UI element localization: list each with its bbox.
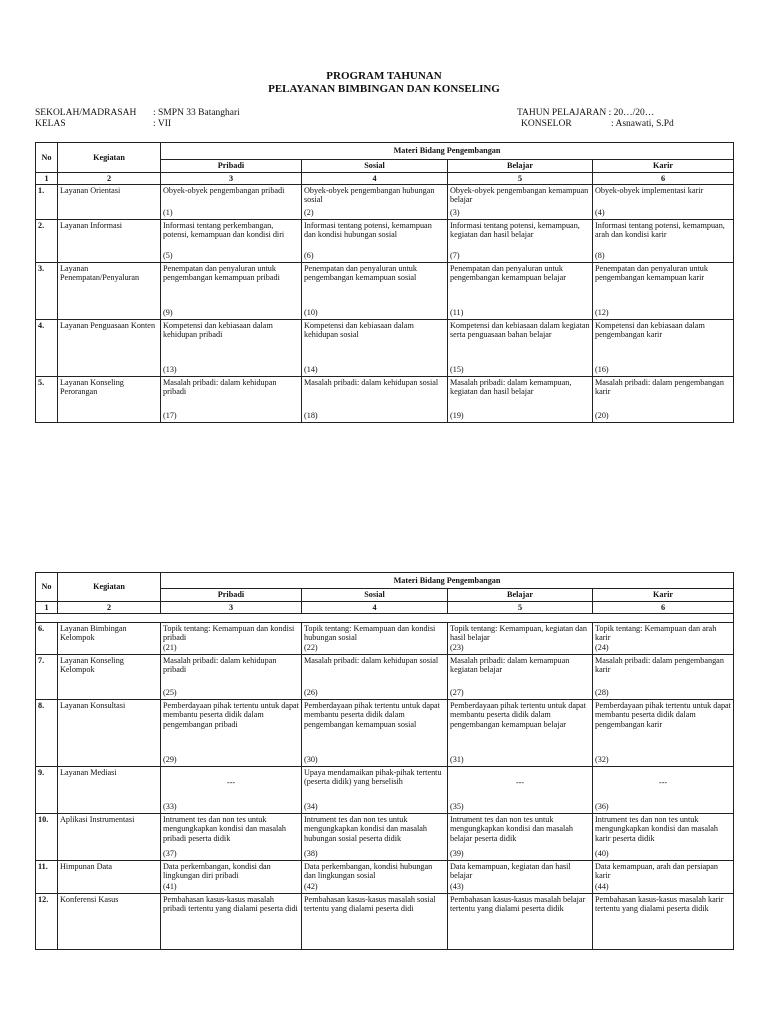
materi-cell	[593, 766, 734, 813]
header-materi: Materi Bidang Pengembangan	[161, 573, 734, 589]
materi-cell	[448, 184, 593, 219]
materi-cell	[593, 219, 734, 262]
materi-number: (41)	[163, 882, 177, 891]
counselor-label: KONSELOR	[521, 119, 572, 129]
materi-cell	[161, 654, 302, 699]
class-label: KELAS	[35, 119, 66, 129]
row-kegiatan: Layanan Konseling Kelompok	[58, 654, 161, 699]
materi-cell	[161, 893, 302, 949]
materi-cell	[593, 893, 734, 949]
materi-text: ---	[515, 777, 525, 787]
header-belajar: Belajar	[448, 160, 593, 173]
materi-text: Pembahasan kasus-kasus masalah sosial tertentu yang dialami peserta didi	[304, 894, 436, 914]
row-number: 12.	[36, 893, 58, 949]
materi-text: Topik tentang: Kemampuan dan arah karir	[595, 623, 717, 643]
col-num: 1	[36, 172, 58, 184]
materi-text: Topik tentang: Kemampuan, kegiatan dan hasil belajar	[450, 623, 587, 643]
row-kegiatan: Layanan Penguasaan Konten	[58, 319, 161, 376]
col-num: 2	[58, 172, 161, 184]
class-value: : VII	[153, 119, 172, 129]
materi-text: Topik tentang: Kemampuan dan kondisi pribadi	[163, 623, 295, 643]
table-row	[36, 699, 734, 766]
materi-number: (30)	[304, 755, 318, 764]
header-karir: Karir	[593, 160, 734, 173]
header-sosial: Sosial	[302, 589, 448, 602]
materi-number: (4)	[595, 208, 605, 217]
materi-text: Kompetensi dan kebiasaan dalam kehidupan pribadi	[163, 320, 273, 340]
table-row	[36, 766, 734, 813]
row-number: 8.	[36, 699, 58, 766]
table-row	[36, 813, 734, 860]
materi-number: (3)	[450, 208, 460, 217]
materi-text: Informasi tentang perkembangan, potensi, kemampuan dan kondisi diri	[163, 220, 285, 240]
materi-text: Masalah pribadi: dalam pengembangan karir	[595, 655, 724, 675]
materi-cell	[302, 654, 448, 699]
materi-cell	[302, 262, 448, 319]
materi-cell	[161, 184, 302, 219]
materi-text: Kompetensi dan kebiasaan dalam kegiatan serta penguasaan bahan belajar	[450, 320, 590, 340]
materi-cell	[302, 699, 448, 766]
row-number: 5.	[36, 376, 58, 422]
materi-text: Intrument tes dan non tes untuk mengungkapkan kondisi dan masalah hubungan sosial peserta didik	[304, 814, 428, 843]
materi-number: (40)	[595, 849, 609, 858]
materi-cell	[302, 219, 448, 262]
materi-cell	[593, 319, 734, 376]
header-no: No	[36, 573, 58, 602]
materi-text: Masalah pribadi: dalam kemampuan kegiatan belajar	[450, 655, 570, 675]
materi-text: Pembahasan kasus-kasus masalah karir tertentu yang dialami peserta didik	[595, 894, 724, 914]
materi-cell	[448, 654, 593, 699]
materi-text: Topik tentang: Kemampuan dan kondisi hubungan sosial	[304, 623, 436, 643]
materi-cell	[593, 184, 734, 219]
materi-cell	[448, 699, 593, 766]
materi-text: Kompetensi dan kebiasaan dalam pengembangan karir	[595, 320, 705, 340]
materi-text: Pemberdayaan pihak tertentu untuk dapat membantu peserta didik dalam pengembangan kemampuan sosial	[304, 700, 440, 729]
table-row	[36, 376, 734, 422]
row-number: 9.	[36, 766, 58, 813]
col-num: 4	[302, 601, 448, 613]
materi-cell	[302, 766, 448, 813]
materi-cell	[161, 860, 302, 893]
materi-text: Informasi tentang potensi, kemampuan dan kondisi hubungan sosial	[304, 220, 432, 240]
materi-cell	[161, 319, 302, 376]
materi-cell	[448, 219, 593, 262]
materi-text: Masalah pribadi: dalam kehidupan sosial	[304, 377, 439, 387]
materi-text: ---	[226, 777, 236, 787]
materi-number: (2)	[304, 208, 314, 217]
materi-number: (34)	[304, 802, 318, 811]
table-row	[36, 860, 734, 893]
col-num: 3	[161, 601, 302, 613]
materi-number: (6)	[304, 251, 314, 260]
materi-cell	[161, 766, 302, 813]
materi-text: Masalah pribadi: dalam pengembangan karir	[595, 377, 724, 397]
materi-number: (12)	[595, 308, 609, 317]
materi-number: (11)	[450, 308, 464, 317]
row-kegiatan: Himpunan Data	[58, 860, 161, 893]
materi-cell	[161, 262, 302, 319]
materi-number: (43)	[450, 882, 464, 891]
page-subtitle: PELAYANAN BIMBINGAN DAN KONSELING	[268, 83, 500, 95]
materi-number: (13)	[163, 365, 177, 374]
counselor-value: : Asnawati, S.Pd	[611, 119, 674, 129]
table-row	[36, 184, 734, 219]
year-label: TAHUN PELAJARAN : 20…/20…	[517, 108, 655, 118]
materi-text: Informasi tentang potensi, kemampuan, kegiatan dan hasil belajar	[450, 220, 580, 240]
col-num: 6	[593, 172, 734, 184]
materi-text: Pembahasan kasus-kasus masalah pribadi tertentu yang dialami peserta didi	[163, 894, 298, 914]
materi-text: Data perkembangan, kondisi hubungan dan lingkungan sosial	[304, 861, 433, 881]
row-kegiatan: Layanan Bimbingan Kelompok	[58, 622, 161, 654]
table-row	[36, 622, 734, 654]
materi-number: (1)	[163, 208, 173, 217]
col-num: 3	[161, 172, 302, 184]
row-kegiatan: Aplikasi Instrumentasi	[58, 813, 161, 860]
materi-cell	[448, 376, 593, 422]
table-row	[36, 319, 734, 376]
materi-cell	[302, 813, 448, 860]
materi-number: (16)	[595, 365, 609, 374]
materi-text: Pemberdayaan pihak tertentu untuk dapat membantu peserta didik dalam pengembangan pribadi	[163, 700, 299, 729]
materi-text: Data kemampuan, arah dan persiapan karir	[595, 861, 718, 881]
materi-cell	[161, 622, 302, 654]
materi-cell	[161, 699, 302, 766]
materi-cell	[161, 376, 302, 422]
materi-cell	[593, 860, 734, 893]
materi-cell	[448, 813, 593, 860]
materi-number: (27)	[450, 688, 464, 697]
materi-cell	[448, 766, 593, 813]
materi-text: Penempatan dan penyaluran untuk pengembangan kemampuan sosial	[304, 263, 417, 283]
program-table-2	[35, 572, 734, 950]
materi-text: Pembahasan kasus-kasus masalah belajar tertentu yang dialami peserta didik	[450, 894, 586, 914]
materi-number: (28)	[595, 688, 609, 697]
materi-cell	[593, 262, 734, 319]
materi-cell	[302, 860, 448, 893]
header-kegiatan: Kegiatan	[58, 143, 161, 173]
materi-text: Penempatan dan penyaluran untuk pengembangan kemampuan pribadi	[163, 263, 280, 283]
row-kegiatan: Layanan Informasi	[58, 219, 161, 262]
materi-number: (44)	[595, 882, 609, 891]
header-pribadi: Pribadi	[161, 160, 302, 173]
materi-number: (9)	[163, 308, 173, 317]
col-num: 4	[302, 172, 448, 184]
materi-number: (5)	[163, 251, 173, 260]
materi-number: (36)	[595, 802, 609, 811]
materi-cell	[302, 184, 448, 219]
school-value: : SMPN 33 Batanghari	[153, 108, 240, 118]
materi-text: Masalah pribadi: dalam kehidupan pribadi	[163, 655, 277, 675]
row-number: 11.	[36, 860, 58, 893]
materi-cell	[593, 654, 734, 699]
table-row	[36, 262, 734, 319]
materi-cell	[448, 319, 593, 376]
materi-number: (29)	[163, 755, 177, 764]
materi-cell	[302, 376, 448, 422]
row-kegiatan: Layanan Penempatan/Penyaluran	[58, 262, 161, 319]
materi-text: Data perkembangan, kondisi dan lingkungan diri pribadi	[163, 861, 271, 881]
materi-number: (10)	[304, 308, 318, 317]
col-num: 1	[36, 601, 58, 613]
materi-number: (35)	[450, 802, 464, 811]
materi-number: (38)	[304, 849, 318, 858]
header-kegiatan: Kegiatan	[58, 573, 161, 602]
materi-cell	[593, 813, 734, 860]
school-label: SEKOLAH/MADRASAH	[35, 108, 137, 118]
materi-text: Obyek-obyek pengembangan kemampuan belajar	[450, 185, 589, 205]
materi-number: (20)	[595, 411, 609, 420]
materi-number: (22)	[304, 643, 318, 652]
materi-number: (24)	[595, 643, 609, 652]
materi-text: Obyek-obyek implementasi karir	[595, 185, 704, 195]
materi-cell	[593, 622, 734, 654]
table-row	[36, 654, 734, 699]
materi-cell	[302, 319, 448, 376]
materi-number: (19)	[450, 411, 464, 420]
row-number: 2.	[36, 219, 58, 262]
table-row	[36, 219, 734, 262]
materi-number: (21)	[163, 643, 177, 652]
materi-cell	[302, 622, 448, 654]
materi-text: Obyek-obyek pengembangan hubungan sosial	[304, 185, 435, 205]
materi-number: (14)	[304, 365, 318, 374]
materi-cell	[302, 893, 448, 949]
materi-cell	[448, 262, 593, 319]
materi-cell	[593, 699, 734, 766]
materi-number: (32)	[595, 755, 609, 764]
materi-text: ---	[658, 777, 668, 787]
materi-text: Informasi tentang potensi, kemampuan, arah dan kondisi karir	[595, 220, 725, 240]
materi-text: Masalah pribadi: dalam kehidupan sosial	[304, 655, 439, 665]
materi-cell	[161, 813, 302, 860]
col-num: 2	[58, 601, 161, 613]
row-kegiatan: Layanan Konsultasi	[58, 699, 161, 766]
col-num: 5	[448, 601, 593, 613]
row-number: 4.	[36, 319, 58, 376]
row-number: 3.	[36, 262, 58, 319]
materi-text: Intrument tes dan non tes untuk mengungkapkan kondisi dan masalah pribadi peserta didik	[163, 814, 287, 843]
materi-number: (8)	[595, 251, 605, 260]
materi-text: Penempatan dan penyaluran untuk pengembangan kemampuan belajar	[450, 263, 566, 283]
materi-number: (31)	[450, 755, 464, 764]
materi-number: (26)	[304, 688, 318, 697]
materi-text: Masalah pribadi: dalam kemampuan, kegiatan dan hasil belajar	[450, 377, 572, 397]
page-title: PROGRAM TAHUNAN	[326, 70, 442, 82]
col-num: 6	[593, 601, 734, 613]
materi-number: (15)	[450, 365, 464, 374]
materi-number: (33)	[163, 802, 177, 811]
row-kegiatan: Layanan Mediasi	[58, 766, 161, 813]
materi-text: Penempatan dan penyaluran untuk pengembangan kemampuan karir	[595, 263, 708, 283]
header-karir: Karir	[593, 589, 734, 602]
materi-text: Intrument tes dan non tes untuk mengungkapkan kondisi dan masalah karir peserta didik	[595, 814, 719, 843]
materi-text: Obyek-obyek pengembangan pribadi	[163, 185, 285, 195]
materi-text: Upaya mendamaikan pihak-pihak tertentu (peserta didik) yang berselisih	[304, 767, 442, 787]
row-number: 1.	[36, 184, 58, 219]
materi-text: Kompetensi dan kebiasaan dalam kehidupan sosial	[304, 320, 414, 340]
header-sosial: Sosial	[302, 160, 448, 173]
materi-cell	[448, 893, 593, 949]
program-table-1	[35, 142, 734, 423]
materi-cell	[448, 860, 593, 893]
header-belajar: Belajar	[448, 589, 593, 602]
materi-number: (25)	[163, 688, 177, 697]
materi-number: (7)	[450, 251, 460, 260]
col-num: 5	[448, 172, 593, 184]
materi-number: (18)	[304, 411, 318, 420]
materi-text: Masalah pribadi: dalam kehidupan pribadi	[163, 377, 277, 397]
materi-cell	[593, 376, 734, 422]
header-pribadi: Pribadi	[161, 589, 302, 602]
materi-number: (39)	[450, 849, 464, 858]
header-materi: Materi Bidang Pengembangan	[161, 143, 734, 160]
row-number: 7.	[36, 654, 58, 699]
materi-number: (42)	[304, 882, 318, 891]
materi-text: Data kemampuan, kegiatan dan hasil belajar	[450, 861, 571, 881]
materi-cell	[448, 622, 593, 654]
row-number: 10.	[36, 813, 58, 860]
row-kegiatan: Layanan Orientasi	[58, 184, 161, 219]
materi-cell	[161, 219, 302, 262]
row-number: 6.	[36, 622, 58, 654]
materi-text: Pemberdayaan pihak tertentu untuk dapat membantu peserta didik dalam pengembangan karir	[595, 700, 731, 729]
materi-text: Pemberdayaan pihak tertentu untuk dapat membantu peserta didik dalam pengembangan kemampuan belajar	[450, 700, 586, 729]
row-kegiatan: Layanan Konseling Perorangan	[58, 376, 161, 422]
materi-number: (17)	[163, 411, 177, 420]
materi-text: Intrument tes dan non tes untuk mengungkapkan kondisi dan masalah belajar peserta didik	[450, 814, 574, 843]
materi-number: (37)	[163, 849, 177, 858]
header-no: No	[36, 143, 58, 173]
row-kegiatan: Konferensi Kasus	[58, 893, 161, 949]
materi-number: (23)	[450, 643, 464, 652]
table-row	[36, 893, 734, 949]
